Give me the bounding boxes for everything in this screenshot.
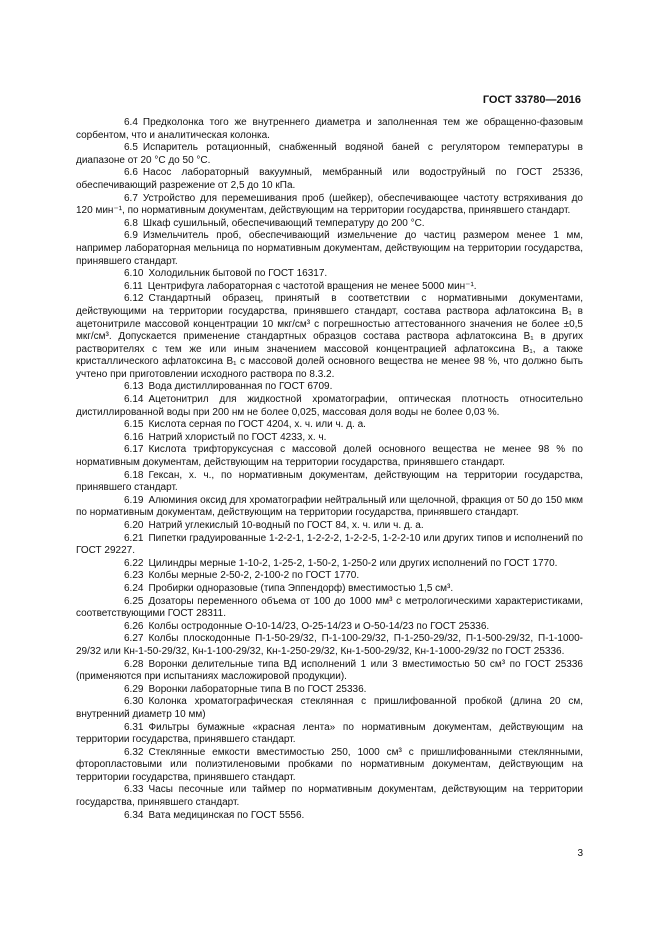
clause-paragraph xyxy=(76,696,583,721)
clause-text: Насос лабораторный вакуумный, мембранный или водоструйный по ГОСТ 25336, обеспечивающий разрежение от 2,5 до 10 кПа. xyxy=(76,167,583,191)
clause-paragraph xyxy=(76,117,583,142)
clause-paragraph xyxy=(76,570,583,583)
clause-paragraph xyxy=(76,495,583,520)
clause-text: Стеклянные емкости вместимостью 250, 1000 см³ с пришлифованными стеклянными, фторопластовыми или полиэтиленовыми пробками по нормативным документам, действующим на территории государства, принявшего стандарт. xyxy=(76,746,583,783)
clause-text: Колбы плоскодонные П-1-50-29/32, П-1-100-29/32, П-1-250-29/32, П-1-500-29/32, П-1-1000-29/32 или Кн-1-50-29/32, Кн-1-100-29/32, Кн-1-250-29/32, Кн-1-500-29/32, Кн-1-1000-29/32 по ГОСТ 25336. xyxy=(76,633,583,657)
clause-text: Кислота серная по ГОСТ 4204, х. ч. или ч. д. а. xyxy=(148,419,366,431)
clause-text: Пипетки градуированные 1-2-2-1, 1-2-2-2, 1-2-2-5, 1-2-2-10 или других типов и исполнений по ГОСТ 29227. xyxy=(76,532,583,557)
clause-text: Воронки лабораторные типа В по ГОСТ 25336. xyxy=(148,683,367,695)
clause-number: 6.15 xyxy=(124,419,144,431)
page-number: 3 xyxy=(577,848,583,859)
clause-paragraph xyxy=(76,583,583,596)
clause-text: Пробирки одноразовые (типа Эппендорф) вместимостью 1,5 см³. xyxy=(148,582,454,594)
clause-number: 6.28 xyxy=(124,658,144,670)
clause-paragraph xyxy=(76,520,583,533)
clause-paragraph xyxy=(76,633,583,658)
clause-number: 6.19 xyxy=(124,494,144,506)
clause-number: 6.34 xyxy=(124,809,144,821)
clause-number: 6.33 xyxy=(124,784,144,796)
clause-number: 6.16 xyxy=(124,431,144,443)
clause-text: Гексан, х. ч., по нормативным документам, действующим на территории государства, принявшего стандарт. xyxy=(76,469,583,494)
clause-number: 6.17 xyxy=(124,444,144,456)
clause-text: Холодильник бытовой по ГОСТ 16317. xyxy=(148,268,328,280)
clause-number: 6.26 xyxy=(124,620,144,632)
clause-text: Фильтры бумажные «красная лента» по нормативным документам, действующим на территории государства, принявшего стандарт. xyxy=(76,721,583,746)
clause-paragraph xyxy=(76,167,583,192)
clause-paragraph xyxy=(76,142,583,167)
clause-number: 6.12 xyxy=(124,293,144,305)
clause-number: 6.21 xyxy=(124,532,144,544)
clause-paragraph xyxy=(76,533,583,558)
clause-paragraph xyxy=(76,218,583,231)
clause-text: Шкаф сушильный, обеспечивающий температуру до 200 °С. xyxy=(142,217,425,229)
clause-number: 6.18 xyxy=(124,469,144,481)
clause-number: 6.9 xyxy=(124,230,138,242)
clause-text: Алюминия оксид для хроматографии нейтральный или щелочной, фракция от 50 до 150 мкм по нормативным документам, действующим на территории государства, принявшего стандарт. xyxy=(76,494,583,519)
clause-text: Испаритель ротационный, снабженный водяной баней с регулятором температуры в диапазоне от 20 °С до 50 °С. xyxy=(76,142,583,166)
clause-number: 6.10 xyxy=(124,268,144,280)
clause-text: Цилиндры мерные 1-10-2, 1-25-2, 1-50-2, 1-250-2 или других исполнений по ГОСТ 1770. xyxy=(148,557,558,569)
clause-paragraph xyxy=(76,432,583,445)
document-body xyxy=(76,117,583,822)
clause-number: 6.22 xyxy=(124,557,144,569)
clause-paragraph xyxy=(76,293,583,381)
clause-paragraph xyxy=(76,722,583,747)
clause-text: Измельчитель проб, обеспечивающий измельчение до частиц размером менее 1 мм, например лабораторная мельница по нормативным документам, действующим на территории государства, принявшего стандарт. xyxy=(76,230,583,267)
clause-number: 6.13 xyxy=(124,381,144,393)
standard-header: ГОСТ 33780—2016 xyxy=(482,94,581,106)
clause-text: Центрифуга лабораторная с частотой вращения не менее 5000 мин⁻¹. xyxy=(147,280,477,292)
clause-number: 6.8 xyxy=(124,217,138,229)
clause-paragraph xyxy=(76,394,583,419)
clause-text: Вода дистиллированная по ГОСТ 6709. xyxy=(148,381,333,393)
clause-paragraph xyxy=(76,747,583,785)
clause-number: 6.29 xyxy=(124,683,144,695)
clause-paragraph xyxy=(76,784,583,809)
clause-paragraph xyxy=(76,659,583,684)
clause-paragraph xyxy=(76,470,583,495)
clause-paragraph xyxy=(76,381,583,394)
clause-paragraph xyxy=(76,281,583,294)
clause-text: Кислота трифторуксусная с массовой долей основного вещества не менее 98 % по нормативным документам, действующим на территории государства, принявшего стандарт. xyxy=(76,444,583,469)
clause-text: Натрий углекислый 10-водный по ГОСТ 84, х. ч. или ч. д. а. xyxy=(148,520,424,531)
clause-paragraph xyxy=(76,230,583,268)
clause-text: Устройство для перемешивания проб (шейкер), обеспечивающее частоту встряхивания до 120 мин⁻¹, по нормативным документам, действующим на территории государства, принявшего стандарт. xyxy=(76,192,583,217)
clause-number: 6.24 xyxy=(124,582,144,594)
clause-text: Стандартный образец, принятый в соответствии с нормативными документами, действующими на территории государства, принявшего стандарт, состава раствора афлатоксина B₁ в ацетонитриле массовой концентрации 10 мкг/см³ с погрешностью аттестованного значения не более ±0,5 мкг/см³. Допускается применение стандартных образцов состава раствора афлатоксина B₁ в других растворителях с тем же или иным значением массовой концентрацией афлатоксина B₁, а также кристаллического афлатоксина B₁ с массовой долей основного вещества не менее 98 %, что должно быть учтено при приготовлении исходного раствора по 8.3.2. xyxy=(76,293,583,380)
clause-paragraph xyxy=(76,558,583,571)
clause-text: Колбы остродонные О-10-14/23, О-25-14/23 и О-50-14/23 по ГОСТ 25336. xyxy=(148,620,490,632)
clause-text: Колонка хроматографическая стеклянная с пришлифованной пробкой (длина 20 см, внутренний диаметр 10 мм) xyxy=(76,696,583,720)
clause-number: 6.14 xyxy=(124,394,144,406)
clause-text: Натрий хлористый по ГОСТ 4233, х. ч. xyxy=(148,431,327,443)
clause-number: 6.5 xyxy=(124,142,138,154)
clause-number: 6.20 xyxy=(124,520,144,531)
clause-text: Ацетонитрил для жидкостной хроматографии, оптическая плотность относительно дистиллированной воды при 200 нм не более 0,025, массовая доля воды не более 0,03 %. xyxy=(76,394,583,418)
clause-number: 6.23 xyxy=(124,570,144,582)
clause-number: 6.30 xyxy=(124,696,144,708)
clause-paragraph xyxy=(76,596,583,621)
clause-number: 6.25 xyxy=(124,595,144,607)
clause-text: Вата медицинская по ГОСТ 5556. xyxy=(148,809,305,821)
clause-text: Колбы мерные 2-50-2, 2-100-2 по ГОСТ 1770. xyxy=(148,570,360,582)
clause-text: Предколонка того же внутреннего диаметра и заполненная тем же обращенно-фазовым сорбентом, что и аналитическая колонка. xyxy=(76,117,583,141)
clause-paragraph xyxy=(76,810,583,823)
clause-text: Часы песочные или таймер по нормативным документам, действующим на территории государства, принявшего стандарт. xyxy=(76,784,583,809)
clause-number: 6.6 xyxy=(124,167,138,179)
clause-number: 6.7 xyxy=(124,192,138,204)
clause-paragraph xyxy=(76,444,583,469)
clause-paragraph xyxy=(76,193,583,218)
clause-paragraph xyxy=(76,268,583,281)
clause-paragraph xyxy=(76,419,583,432)
clause-number: 6.27 xyxy=(124,633,144,645)
clause-text: Воронки делительные типа ВД исполнений 1 или 3 вместимостью 50 см³ по ГОСТ 25336 (применяются при испытаниях масложировой продукции). xyxy=(76,658,583,683)
clause-number: 6.4 xyxy=(124,117,138,128)
clause-number: 6.31 xyxy=(124,721,144,733)
clause-paragraph xyxy=(76,684,583,697)
clause-text: Дозаторы переменного объема от 100 до 1000 мм³ с метрологическими характеристиками, соответствующими ГОСТ 28311. xyxy=(76,595,583,620)
clause-paragraph xyxy=(76,621,583,634)
clause-number: 6.11 xyxy=(124,280,143,292)
clause-number: 6.32 xyxy=(124,746,144,758)
